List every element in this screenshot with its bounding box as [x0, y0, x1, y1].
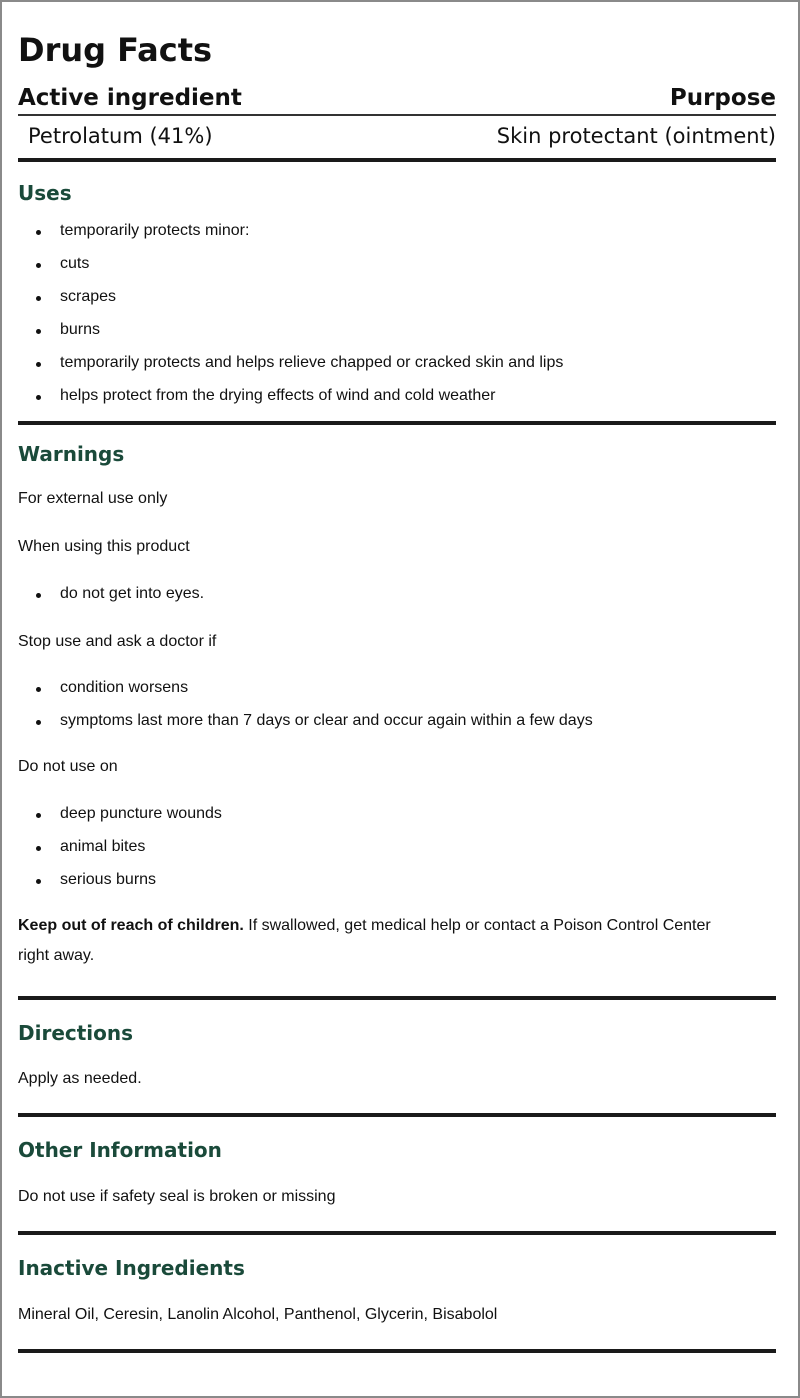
ingredient-name: Petrolatum (41%)	[28, 124, 213, 148]
list-item: animal bites	[18, 837, 776, 857]
list-item: temporarily protects minor:	[18, 221, 776, 241]
warnings-heading: Warnings	[18, 442, 125, 466]
list-item: burns	[18, 320, 776, 340]
purpose-label: Purpose	[669, 85, 776, 111]
list-item: temporarily protects and helps relieve chapped or cracked skin and lips	[18, 353, 776, 373]
other-info-section	[18, 1137, 776, 1207]
uses-section	[18, 180, 776, 406]
list-item: scrapes	[18, 287, 776, 307]
section-divider	[18, 158, 776, 162]
when-using-text: When using this product	[18, 538, 190, 555]
list-item: helps protect from the drying effects of wind and cold weather	[18, 386, 776, 406]
stop-use-list	[18, 678, 776, 731]
external-use-text: For external use only	[18, 490, 168, 507]
active-ingredient-label: Active ingredient	[18, 85, 242, 111]
when-using-list	[18, 584, 776, 604]
do-not-use-text: Do not use on	[18, 758, 118, 775]
active-ingredient-row	[18, 116, 776, 158]
keep-out-text	[18, 911, 738, 971]
list-item: deep puncture wounds	[18, 804, 776, 824]
keep-out-bold: Keep out of reach of children.	[18, 917, 244, 934]
stop-use-text: Stop use and ask a doctor if	[18, 633, 217, 650]
directions-section	[18, 1020, 776, 1089]
warnings-section	[18, 441, 776, 971]
ingredient-purpose: Skin protectant (ointment)	[496, 124, 776, 148]
do-not-use-list	[18, 804, 776, 890]
inactive-ingredients-text: Mineral Oil, Ceresin, Lanolin Alcohol, Panthenol, Glycerin, Bisabolol	[18, 1306, 498, 1323]
keep-out-detail: If swallowed, get medical help or contact a Poison Control Center right away.	[18, 917, 711, 964]
section-divider	[18, 1113, 776, 1117]
uses-list	[18, 221, 776, 406]
list-item: condition worsens	[18, 678, 776, 698]
list-item: cuts	[18, 254, 776, 274]
section-divider	[18, 1231, 776, 1235]
directions-text: Apply as needed.	[18, 1070, 142, 1087]
list-item: serious burns	[18, 870, 776, 890]
section-divider	[18, 1349, 776, 1353]
inactive-ingredients-section	[18, 1255, 776, 1325]
directions-heading: Directions	[18, 1021, 134, 1045]
section-divider	[18, 996, 776, 1000]
other-info-text: Do not use if safety seal is broken or missing	[18, 1188, 336, 1205]
other-info-heading: Other Information	[18, 1138, 222, 1162]
section-divider	[18, 421, 776, 425]
list-item: do not get into eyes.	[18, 584, 776, 604]
list-item: symptoms last more than 7 days or clear and occur again within a few days	[18, 711, 776, 731]
page-title: Drug Facts	[18, 31, 213, 69]
active-ingredient-header	[18, 84, 776, 116]
inactive-ingredients-heading: Inactive Ingredients	[18, 1256, 245, 1280]
uses-heading: Uses	[18, 181, 72, 205]
